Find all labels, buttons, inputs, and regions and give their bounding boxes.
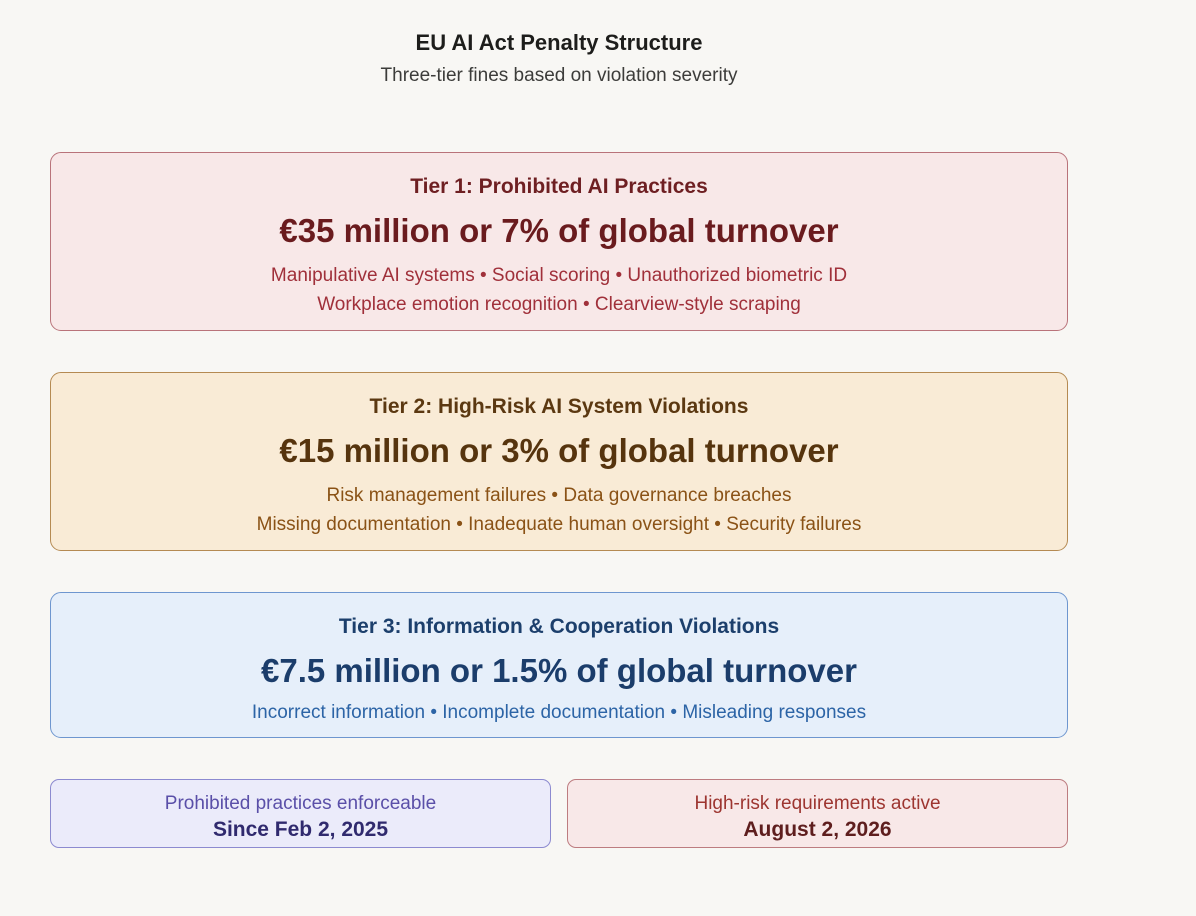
tier-3-title: Tier 3: Information & Cooperation Violations	[338, 615, 780, 638]
diagram-title: EU AI Act Penalty Structure	[415, 30, 703, 55]
tier-2-violations-line: Risk management failures • Data governance breaches	[326, 485, 792, 506]
high-risk-date: August 2, 2026	[743, 818, 892, 841]
prohibited-enforcement-date-box	[50, 779, 551, 848]
tier-1-violations-line: Manipulative AI systems • Social scoring • Unauthorized biometric ID	[270, 265, 848, 286]
tier-2-fine-amount: €15 million or 3% of global turnover	[279, 432, 839, 469]
tier-2-violations-line: Missing documentation • Inadequate human oversight • Security failures	[256, 514, 862, 535]
tier-1-fine-amount: €35 million or 7% of global turnover	[279, 212, 839, 249]
tier-2-violations	[51, 481, 1067, 539]
diagram-subtitle: Three-tier fines based on violation severity	[380, 65, 738, 86]
tier-1-violations-line: Workplace emotion recognition • Clearview-style scraping	[317, 294, 801, 315]
prohibited-enforcement-date: Since Feb 2, 2025	[212, 818, 389, 841]
diagram-header	[0, 28, 1118, 89]
tier-1-box	[50, 152, 1068, 331]
prohibited-enforcement-label: Prohibited practices enforceable	[164, 793, 437, 814]
high-risk-label: High-risk requirements active	[694, 793, 941, 814]
tier-3-violations-line: Incorrect information • Incomplete documentation • Misleading responses	[251, 702, 867, 723]
tier-3-fine-amount: €7.5 million or 1.5% of global turnover	[261, 652, 857, 689]
tier-2-box	[50, 372, 1068, 551]
tier-1-title: Tier 1: Prohibited AI Practices	[410, 175, 708, 198]
tier-3-box	[50, 592, 1068, 738]
tier-3-violations	[51, 698, 1067, 727]
tier-2-title: Tier 2: High-Risk AI System Violations	[369, 395, 749, 418]
high-risk-date-box	[567, 779, 1068, 848]
tier-1-violations	[51, 261, 1067, 319]
